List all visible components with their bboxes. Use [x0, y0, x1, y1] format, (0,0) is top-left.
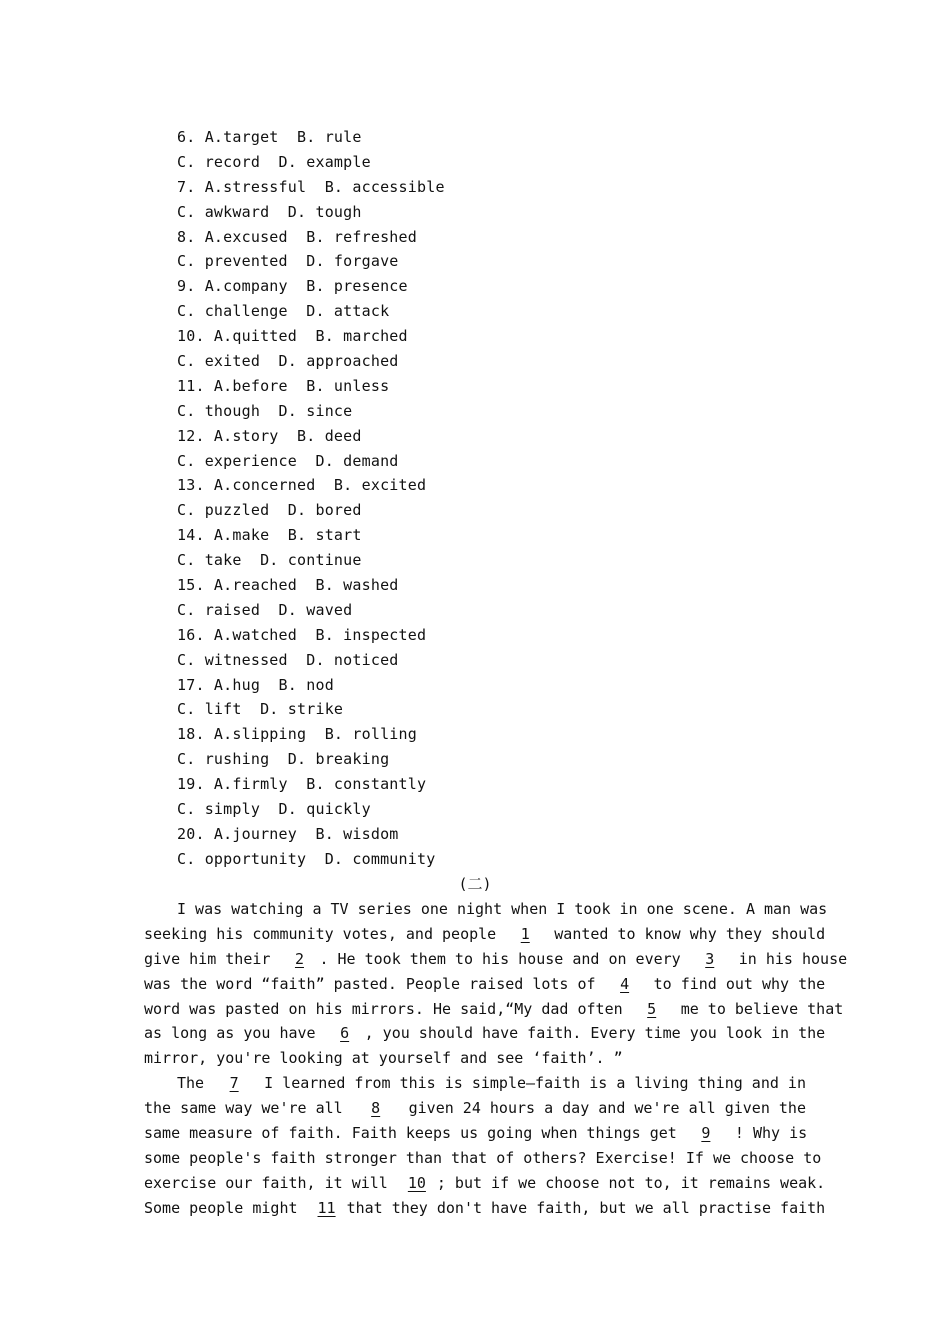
option-line: 13. A.concerned B. excited [177, 476, 427, 495]
cloze-blank: 3 [705, 949, 715, 968]
passage-line [144, 947, 848, 972]
passage-line [144, 1096, 806, 1121]
option-line: 9. A.company B. presence [177, 277, 408, 296]
passage-text: wanted to know why they should [545, 924, 826, 943]
passage-text: ! Why is [725, 1124, 808, 1143]
option-line: 15. A.reached B. washed [177, 576, 399, 595]
cloze-blank: 9 [701, 1124, 711, 1143]
passage-text: as long as you have [144, 1024, 325, 1043]
option-line: 16. A.watched B. inspected [177, 625, 427, 644]
passage-text: that they don't have faith, but we all practise faith [346, 1198, 826, 1217]
passage-line [144, 1021, 826, 1046]
option-line: C. opportunity D. community [177, 849, 436, 868]
passage-line [144, 1046, 806, 1071]
option-line: C. raised D. waved [177, 600, 353, 619]
passage-text: . He took them to his house and on every [319, 949, 690, 968]
passage-line [144, 922, 826, 947]
passage-text: I was watching a TV series one night when I took in one scene. A man was [177, 900, 828, 918]
cloze-blank: 10 [407, 1173, 426, 1192]
answer-options-list [177, 125, 445, 872]
option-line: C. witnessed D. noticed [177, 650, 399, 669]
passage-text: give him their [144, 949, 280, 968]
option-line: C. exited D. approached [177, 352, 399, 371]
option-line: C. awkward D. tough [177, 202, 362, 221]
option-line: C. prevented D. forgave [177, 252, 399, 271]
passage-text: was the word “faith” pasted. People raised lots of [144, 974, 605, 993]
passage-text: ; but if we choose not to, it remains weak. [436, 1173, 826, 1192]
passage-text: exercise our faith, it will [144, 1173, 397, 1192]
passage-text: in his house [729, 949, 848, 968]
passage-text: given 24 hours a day and we're all given the [399, 1099, 806, 1118]
passage-text: the same way we're all [144, 1099, 352, 1118]
passage-text: word was pasted on his mirrors. He said,“My dad often [144, 999, 632, 1018]
passage-text: same measure of faith. Faith keeps us going when things get [144, 1124, 686, 1143]
option-line: 8. A.excused B. refreshed [177, 227, 417, 246]
option-line: C. take D. continue [177, 551, 362, 570]
option-line: C. though D. since [177, 401, 353, 420]
passage-text: mirror, you're looking at yourself and see ‘faith’. ” [144, 1049, 623, 1068]
option-line: C. rushing D. breaking [177, 750, 390, 769]
passage-line [144, 1196, 826, 1221]
passage-text: The [177, 1074, 214, 1093]
option-line: 11. A.before B. unless [177, 376, 390, 395]
option-line: 12. A.story B. deed [177, 426, 362, 445]
passage-line [144, 1171, 826, 1196]
cloze-blank: 2 [294, 949, 304, 968]
option-line: 7. A.stressful B. accessible [177, 177, 445, 196]
cloze-blank: 1 [520, 924, 530, 943]
passage-line [144, 972, 826, 997]
option-line: 19. A.firmly B. constantly [177, 775, 427, 794]
option-line: 14. A.make B. start [177, 526, 362, 545]
passage-text: some people's faith stronger than that of others? Exercise! If we choose to [144, 1148, 822, 1167]
passage-line [144, 897, 828, 922]
cloze-blank: 8 [371, 1099, 381, 1118]
passage-line [144, 997, 844, 1022]
passage-text: , you should have faith. Every time you look in the [364, 1024, 826, 1043]
option-line: C. record D. example [177, 152, 371, 171]
option-line: 10. A.quitted B. marched [177, 327, 408, 346]
passage-text: me to believe that [671, 999, 844, 1018]
option-line: C. experience D. demand [177, 451, 399, 470]
option-line: 17. A.hug B. nod [177, 675, 334, 694]
option-line: 6. A.target B. rule [177, 128, 362, 146]
option-line: C. challenge D. attack [177, 302, 390, 321]
option-line: C. lift D. strike [177, 700, 344, 719]
option-line: C. puzzled D. bored [177, 501, 362, 520]
passage-text: seeking his community votes, and people [144, 924, 506, 943]
cloze-blank: 4 [620, 974, 630, 993]
option-line: 18. A.slipping B. rolling [177, 725, 417, 744]
cloze-blank: 6 [340, 1024, 350, 1043]
passage-text: Some people might [144, 1198, 307, 1217]
passage-line [144, 1121, 806, 1146]
cloze-passage [144, 897, 848, 1221]
passage-text: I learned from this is simple—faith is a living thing and in [255, 1074, 806, 1093]
cloze-blank: 5 [647, 999, 657, 1018]
cloze-blank: 11 [317, 1198, 336, 1217]
cloze-blank: 7 [229, 1074, 239, 1093]
section-title: (二) [458, 875, 492, 893]
passage-text: to find out why the [644, 974, 826, 993]
option-line: 20. A.journey B. wisdom [177, 824, 399, 843]
option-line: C. simply D. quickly [177, 800, 371, 819]
passage-line [144, 1071, 806, 1096]
passage-line [144, 1146, 822, 1171]
